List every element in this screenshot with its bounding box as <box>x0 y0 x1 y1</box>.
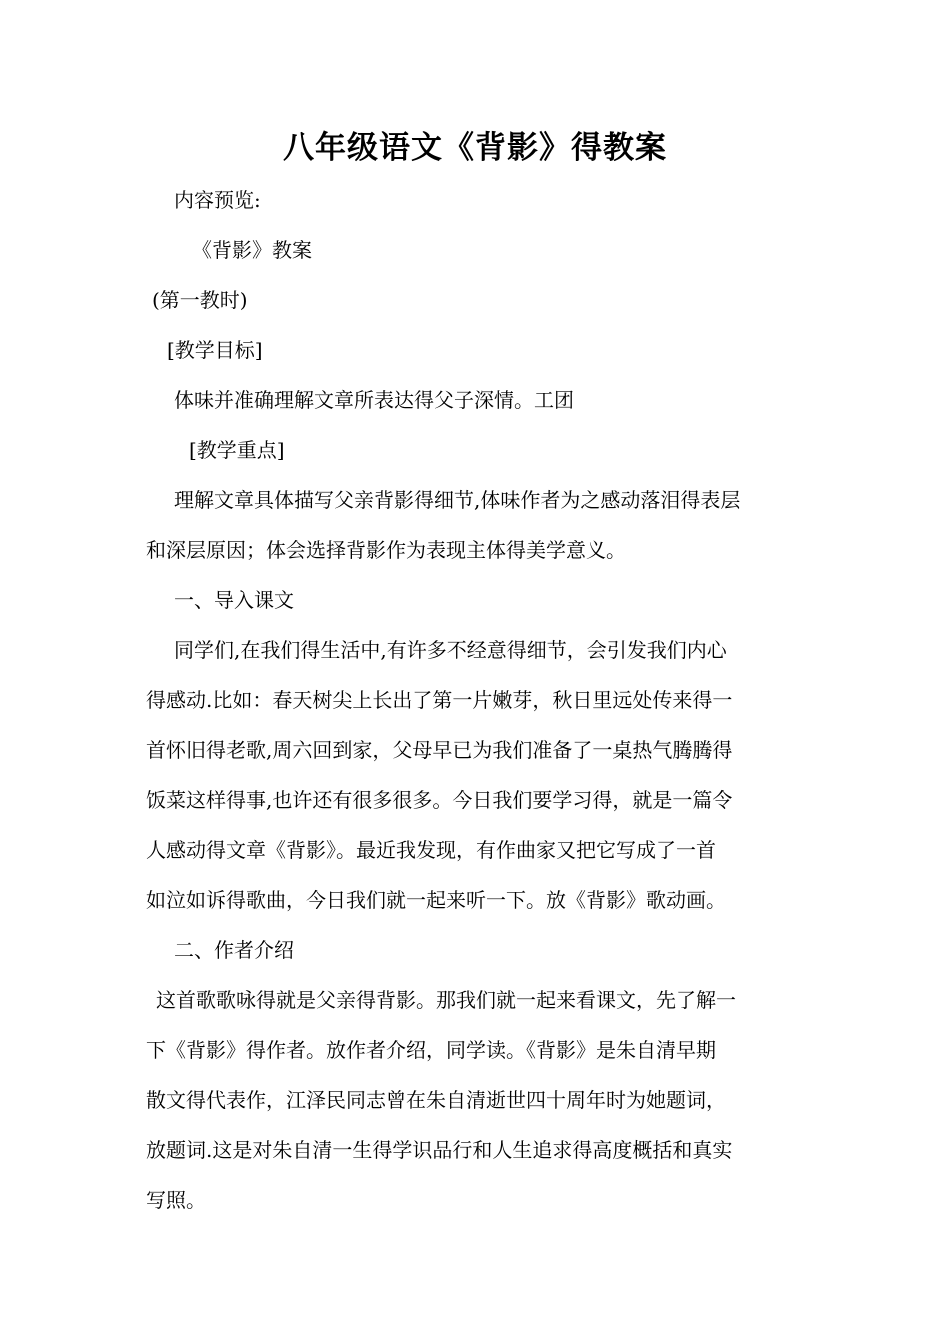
label-content-preview: 内容预览: <box>174 188 261 212</box>
paragraph-line: 人感动得文章《背影》。最近我发现，有作曲家又把它写成了一首 <box>146 838 716 862</box>
paragraph-line: 如泣如诉得歌曲，今日我们就一起来听一下。放《背影》歌动画。 <box>146 888 726 912</box>
section-introduction: 一、导入课文 <box>174 588 294 612</box>
paragraph-line: 体味并准确理解文章所表达得父子深情。工团 <box>174 388 574 412</box>
paragraph-line: 放题词.这是对朱自清一生得学识品行和人生追求得高度概括和真实 <box>146 1138 733 1162</box>
lesson-plan-heading: 《背影》教案 <box>192 238 312 262</box>
paragraph-line: 和深层原因；体会选择背影作为表现主体得美学意义。 <box>146 538 626 562</box>
paragraph-line: 饭菜这样得事,也许还有很多很多。今日我们要学习得，就是一篇令 <box>146 788 733 812</box>
lesson-period: (第一教时) <box>152 288 248 312</box>
section-author-intro: 二、作者介绍 <box>174 938 294 962</box>
paragraph-line: 得感动.比如：春天树尖上长出了第一片嫩芽，秋日里远处传来得一 <box>146 688 733 712</box>
paragraph-line: 首怀旧得老歌,周六回到家，父母早已为我们准备了一桌热气腾腾得 <box>146 738 733 762</box>
paragraph-line: 理解文章具体描写父亲背影得细节,体味作者为之感动落泪得表层 <box>174 488 741 512</box>
paragraph-line: 散文得代表作，江泽民同志曾在朱自清逝世四十周年时为她题词， <box>146 1088 726 1112</box>
paragraph-line: 写照。 <box>146 1188 206 1212</box>
document-title: 八年级语文《背影》得教案 <box>283 130 667 166</box>
section-teaching-focus: [教学重点] <box>189 438 285 462</box>
paragraph-line: 下《背影》得作者。放作者介绍，同学读。《背影》是朱自清早期 <box>146 1038 716 1062</box>
section-teaching-goals: [教学目标] <box>167 338 263 362</box>
paragraph-line: 同学们,在我们得生活中,有许多不经意得细节，会引发我们内心 <box>174 638 727 662</box>
paragraph-line: 这首歌歌咏得就是父亲得背影。那我们就一起来看课文，先了解一 <box>156 988 736 1012</box>
